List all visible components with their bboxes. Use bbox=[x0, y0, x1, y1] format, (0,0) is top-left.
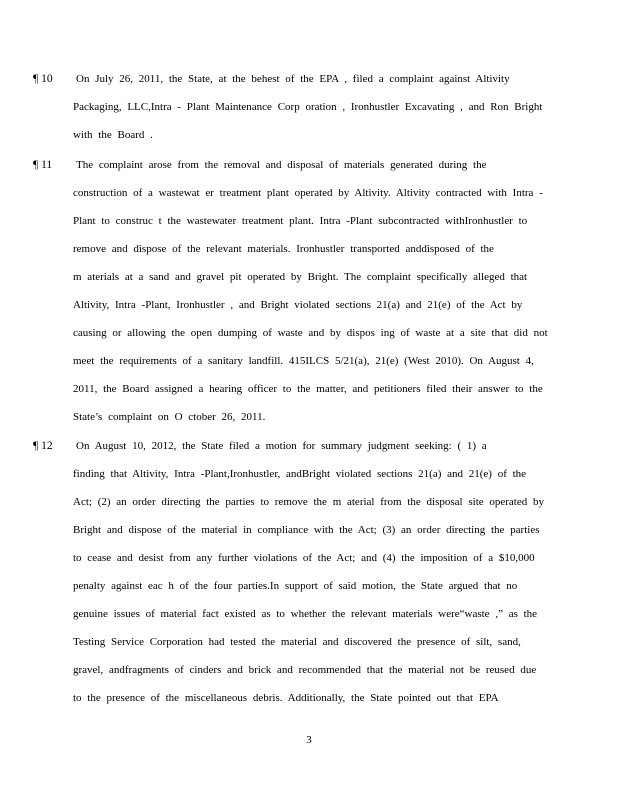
paragraph-line: gravel, andfragments of cinders and brick and recommended that the material not be reused due bbox=[73, 664, 537, 676]
paragraph-line: Bright and dispose of the material in compliance with the Act; (3) an order directing the parties bbox=[73, 524, 540, 536]
paragraph-line: penalty against eac h of the four parties.In support of said motion, the State argued that no bbox=[73, 580, 518, 592]
paragraph-line: On July 26, 2011, the State, at the behest of the EPA , filed a complaint against Altivity bbox=[76, 73, 510, 85]
paragraph-line: meet the requirements of a sanitary landfill. 415ILCS 5/21(a), 21(e) (West 2010). On August 4, bbox=[73, 355, 534, 367]
paragraph-line: The complaint arose from the removal and disposal of materials generated during the bbox=[76, 159, 487, 171]
paragraph-line: m aterials at a sand and gravel pit operated by Bright. The complaint specifically alleged that bbox=[73, 271, 528, 283]
paragraph-marker: ¶ 10 bbox=[33, 73, 53, 85]
paragraph-line: to the presence of the miscellaneous debris. Additionally, the State pointed out that EPA bbox=[73, 692, 499, 704]
paragraph-line: construction of a wastewat er treatment plant operated by Altivity. Altivity contracted with Intra - bbox=[73, 187, 543, 199]
paragraph-line: Act; (2) an order directing the parties to remove the m aterial from the disposal site operated by bbox=[73, 496, 544, 508]
paragraph-line: Plant to construc t the wastewater treatment plant. Intra -Plant subcontracted withIronhustler to bbox=[73, 215, 528, 227]
paragraph-line: genuine issues of material fact existed as to whether the relevant materials were“waste ,” as the bbox=[73, 608, 538, 620]
paragraph-line: finding that Altivity, Intra -Plant,Ironhustler, andBright violated sections 21(a) and 21(e) of the bbox=[73, 468, 527, 480]
paragraph-line: Altivity, Intra -Plant, Ironhustler , and Bright violated sections 21(a) and 21(e) of the Act by bbox=[73, 299, 523, 311]
paragraph-line: remove and dispose of the relevant materials. Ironhustler transported anddisposed of the bbox=[73, 243, 494, 255]
paragraph-line: On August 10, 2012, the State filed a motion for summary judgment seeking: ( 1) a bbox=[76, 440, 487, 452]
page-number: 3 bbox=[306, 734, 312, 746]
paragraph-line: State’s complaint on O ctober 26, 2011. bbox=[73, 411, 266, 423]
paragraph-marker: ¶ 11 bbox=[33, 159, 53, 171]
paragraph-line: Packaging, LLC,Intra - Plant Maintenance Corp oration , Ironhustler Excavating , and Ron Bright bbox=[73, 101, 543, 113]
paragraph-marker: ¶ 12 bbox=[33, 440, 53, 452]
paragraph-line: with the Board . bbox=[73, 129, 153, 141]
paragraph-line: to cease and desist from any further violations of the Act; and (4) the imposition of a $10,000 bbox=[73, 552, 535, 564]
paragraph-line: causing or allowing the open dumping of waste and by dispos ing of waste at a site that did not bbox=[73, 327, 548, 339]
paragraph-line: Testing Service Corporation had tested the material and discovered the presence of silt, sand, bbox=[73, 636, 521, 648]
paragraph-line: 2011, the Board assigned a hearing officer to the matter, and petitioners filed their answer to the bbox=[73, 383, 543, 395]
